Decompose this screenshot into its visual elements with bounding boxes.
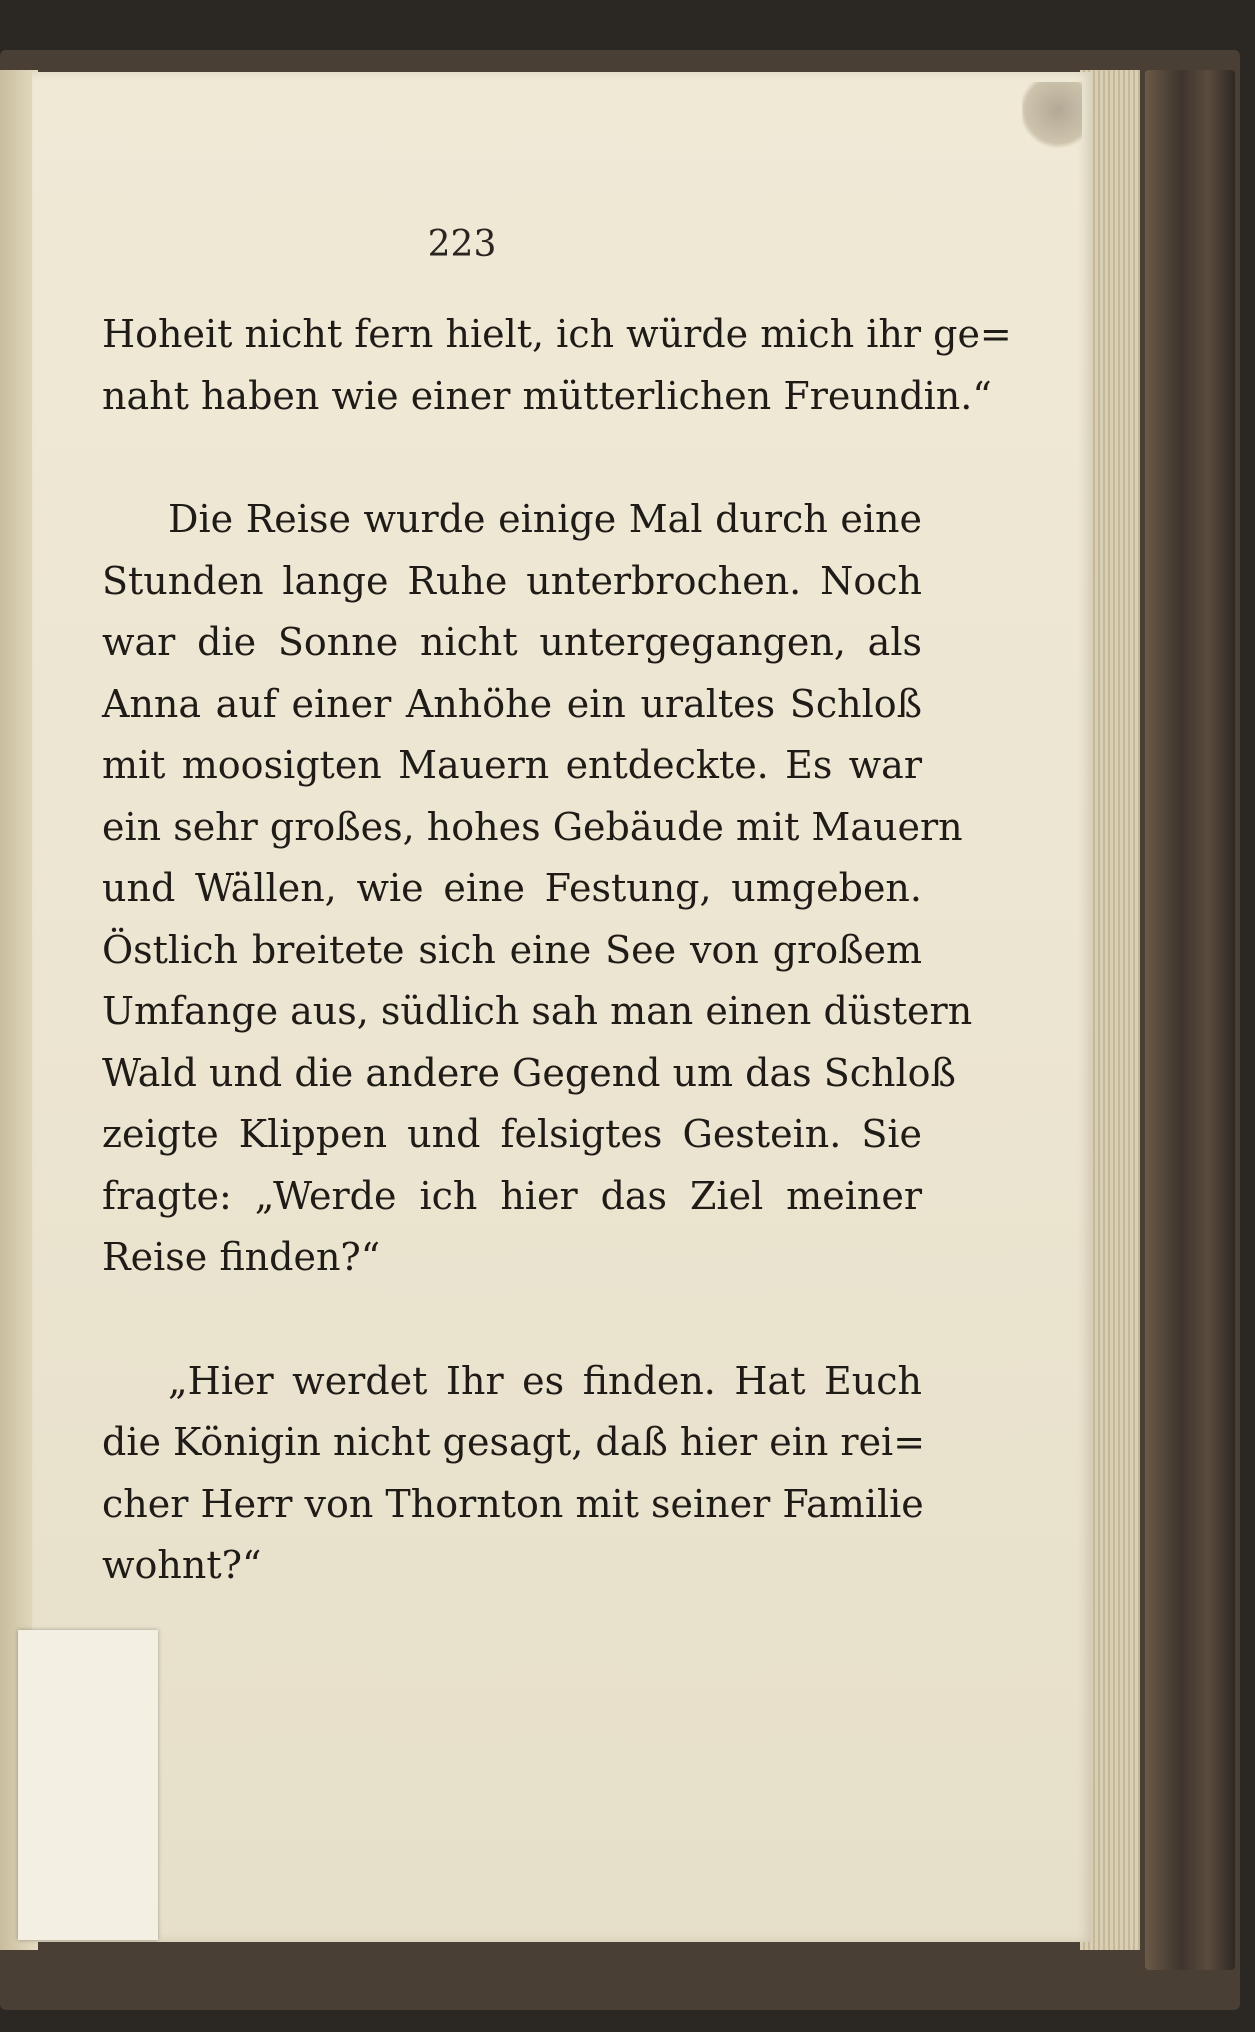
text-line: und Wällen, wie eine Festung, umgeben.	[102, 866, 922, 910]
text-line: Stunden lange Ruhe unterbrochen. Noch	[102, 558, 922, 603]
text-line: wohnt?“	[102, 1543, 262, 1587]
text-line: mit moosigten Mauern entdeckte. Es war	[102, 743, 922, 787]
text-line: ein sehr großes, hohes Gebäude mit Mauern	[102, 804, 963, 849]
paragraph-gap	[102, 1289, 922, 1351]
book-spine-edge	[1145, 70, 1235, 1970]
text-line: war die Sonne nicht untergegangen, als	[102, 620, 922, 664]
text-line: fragte: „Werde ich hier das Ziel meiner	[102, 1173, 922, 1218]
paragraph-gap	[102, 427, 922, 489]
text-line: naht haben wie einer mütterlichen Freundin.“	[102, 373, 992, 418]
page-number: 223	[427, 224, 497, 265]
text-line: Hoheit nicht fern hielt, ich würde mich ihr ge=	[102, 312, 1012, 356]
book-page	[32, 72, 1092, 1942]
text-line: zeigte Klippen und felsigtes Gestein. Sie	[102, 1112, 922, 1156]
text-line: Reise finden?“	[102, 1235, 381, 1279]
text-line: die Königin nicht gesagt, daß hier ein rei=	[102, 1420, 926, 1464]
text-line: cher Herr von Thornton mit seiner Familie	[102, 1481, 924, 1526]
text-line: Umfange aus, südlich sah man einen düstern	[102, 989, 973, 1033]
page-text	[102, 304, 1012, 1597]
text-line: Östlich breitete sich eine See von großem	[102, 927, 922, 972]
page-stain	[1022, 82, 1082, 152]
text-line: Wald und die andere Gegend um das Schloß	[102, 1050, 956, 1095]
paper-slip	[18, 1630, 158, 1940]
text-line: Die Reise wurde einige Mal durch eine	[168, 497, 922, 541]
text-line: „Hier werdet Ihr es finden. Hat Euch	[168, 1358, 922, 1403]
text-line: Anna auf einer Anhöhe ein uraltes Schloß	[102, 681, 922, 726]
